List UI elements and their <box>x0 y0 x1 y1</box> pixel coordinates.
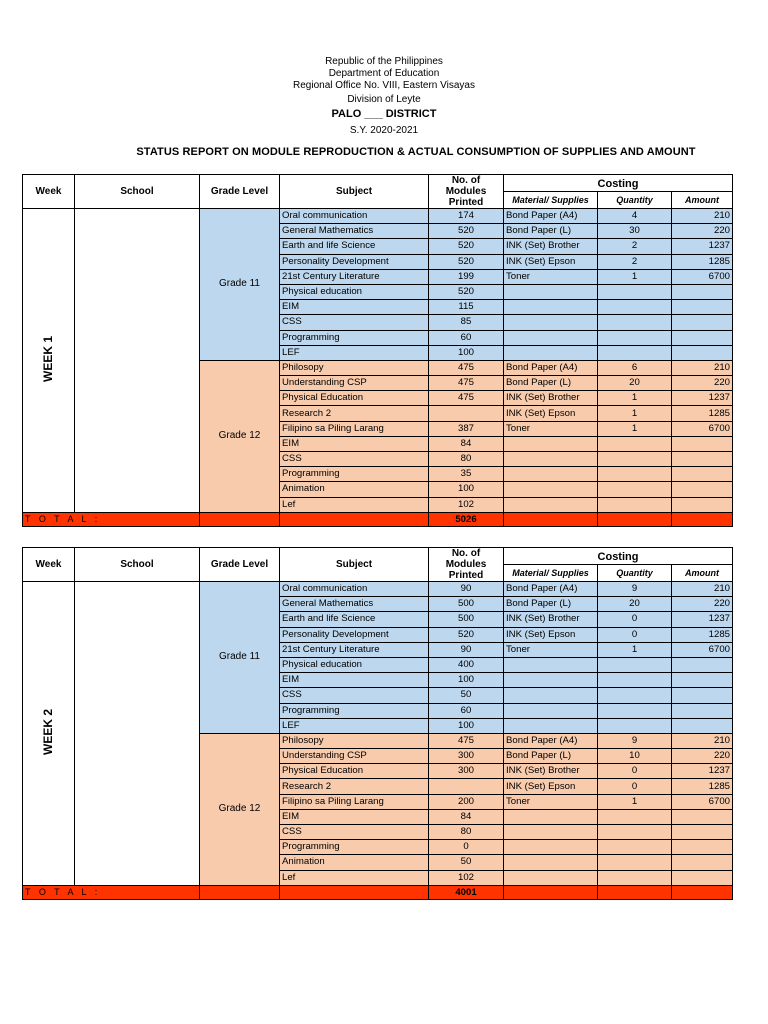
amount-cell <box>672 825 733 840</box>
quantity-cell: 9 <box>598 582 672 597</box>
col-school: School <box>75 548 200 582</box>
amount-cell: 6700 <box>672 642 733 657</box>
amount-cell: 220 <box>672 376 733 391</box>
header-region: Regional Office No. VIII, Eastern Visayas <box>293 80 475 91</box>
header-deped: Department of Education <box>328 68 440 79</box>
quantity-cell: 1 <box>598 406 672 421</box>
subject-cell: EIM <box>280 809 429 824</box>
amount-cell <box>672 809 733 824</box>
material-cell: Bond Paper (L) <box>504 376 598 391</box>
total-label: T O T A L : <box>23 512 200 526</box>
modules-cell: 200 <box>429 794 504 809</box>
material-cell: Bond Paper (L) <box>504 749 598 764</box>
material-cell <box>504 315 598 330</box>
amount-cell <box>672 436 733 451</box>
modules-cell: 80 <box>429 452 504 467</box>
subject-cell: Understanding CSP <box>280 376 429 391</box>
modules-cell: 50 <box>429 855 504 870</box>
quantity-cell <box>598 688 672 703</box>
modules-cell: 387 <box>429 421 504 436</box>
col-material: Material/ Supplies <box>504 192 598 209</box>
total-empty-cell <box>672 885 733 899</box>
subject-cell: Earth and life Science <box>280 239 429 254</box>
header-republic: Republic of the Philippines <box>325 56 443 67</box>
quantity-cell: 10 <box>598 749 672 764</box>
quantity-cell <box>598 452 672 467</box>
header-division: Division of Leyte <box>347 94 421 105</box>
subject-cell: Lef <box>280 497 429 512</box>
subject-cell: Physical education <box>280 284 429 299</box>
amount-cell: 210 <box>672 733 733 748</box>
material-cell: INK (Set) Epson <box>504 254 598 269</box>
quantity-cell: 0 <box>598 627 672 642</box>
total-empty-cell <box>200 512 280 526</box>
week-label: WEEK 2 <box>41 709 56 756</box>
modules-cell: 90 <box>429 642 504 657</box>
total-empty-cell <box>280 512 429 526</box>
modules-cell <box>429 779 504 794</box>
amount-cell <box>672 718 733 733</box>
amount-cell <box>672 673 733 688</box>
amount-cell: 1237 <box>672 612 733 627</box>
amount-cell: 6700 <box>672 794 733 809</box>
quantity-cell: 6 <box>598 360 672 375</box>
modules-cell: 102 <box>429 497 504 512</box>
subject-cell: LEF <box>280 718 429 733</box>
total-label: T O T A L : <box>23 885 200 899</box>
total-row <box>23 512 733 526</box>
amount-cell: 210 <box>672 360 733 375</box>
modules-cell: 84 <box>429 436 504 451</box>
modules-cell: 90 <box>429 582 504 597</box>
amount-cell: 1237 <box>672 239 733 254</box>
subject-cell: Earth and life Science <box>280 612 429 627</box>
amount-cell <box>672 855 733 870</box>
amount-cell <box>672 315 733 330</box>
col-modules-printed: No. of Modules Printed <box>429 175 504 209</box>
total-modules: 5026 <box>429 512 504 526</box>
subject-cell: Philosopy <box>280 360 429 375</box>
modules-cell: 500 <box>429 612 504 627</box>
amount-cell: 210 <box>672 209 733 224</box>
amount-cell <box>672 467 733 482</box>
subject-cell: Programming <box>280 330 429 345</box>
modules-cell: 100 <box>429 482 504 497</box>
material-cell <box>504 467 598 482</box>
subject-cell: CSS <box>280 315 429 330</box>
quantity-cell: 0 <box>598 779 672 794</box>
subject-cell: CSS <box>280 452 429 467</box>
amount-cell <box>672 688 733 703</box>
subject-cell: Philosopy <box>280 733 429 748</box>
quantity-cell <box>598 855 672 870</box>
week-cell <box>23 582 75 886</box>
table-row <box>23 209 733 224</box>
modules-cell: 100 <box>429 673 504 688</box>
amount-cell <box>672 497 733 512</box>
material-cell <box>504 452 598 467</box>
material-cell <box>504 330 598 345</box>
quantity-cell <box>598 330 672 345</box>
modules-cell: 400 <box>429 657 504 672</box>
modules-cell: 520 <box>429 224 504 239</box>
subject-cell: Research 2 <box>280 779 429 794</box>
subject-cell: Programming <box>280 703 429 718</box>
modules-cell: 520 <box>429 284 504 299</box>
quantity-cell <box>598 840 672 855</box>
material-cell: INK (Set) Brother <box>504 391 598 406</box>
material-cell: Bond Paper (L) <box>504 224 598 239</box>
material-cell: Bond Paper (A4) <box>504 582 598 597</box>
quantity-cell: 30 <box>598 224 672 239</box>
quantity-cell: 20 <box>598 597 672 612</box>
subject-cell: CSS <box>280 688 429 703</box>
subject-cell: General Mathematics <box>280 597 429 612</box>
total-empty-cell <box>504 512 598 526</box>
modules-cell: 475 <box>429 733 504 748</box>
material-cell <box>504 840 598 855</box>
subject-cell: Filipino sa Piling Larang <box>280 794 429 809</box>
subject-cell: Physical Education <box>280 391 429 406</box>
material-cell <box>504 870 598 885</box>
modules-cell: 475 <box>429 360 504 375</box>
modules-cell <box>429 406 504 421</box>
subject-cell: EIM <box>280 673 429 688</box>
modules-cell: 0 <box>429 840 504 855</box>
modules-cell: 520 <box>429 239 504 254</box>
subject-cell: CSS <box>280 825 429 840</box>
subject-cell: 21st Century Literature <box>280 269 429 284</box>
grade-level-cell: Grade 12 <box>200 733 280 885</box>
total-empty-cell <box>504 885 598 899</box>
col-subject: Subject <box>280 548 429 582</box>
modules-cell: 520 <box>429 627 504 642</box>
quantity-cell: 9 <box>598 733 672 748</box>
quantity-cell <box>598 718 672 733</box>
quantity-cell <box>598 673 672 688</box>
quantity-cell <box>598 497 672 512</box>
total-empty-cell <box>280 885 429 899</box>
subject-cell: Programming <box>280 840 429 855</box>
subject-cell: Physical Education <box>280 764 429 779</box>
col-modules-printed: No. of Modules Printed <box>429 548 504 582</box>
material-cell <box>504 855 598 870</box>
amount-cell: 1285 <box>672 627 733 642</box>
material-cell <box>504 703 598 718</box>
subject-cell: 21st Century Literature <box>280 642 429 657</box>
col-quantity: Quantity <box>598 565 672 582</box>
quantity-cell: 4 <box>598 209 672 224</box>
total-modules: 4001 <box>429 885 504 899</box>
col-week: Week <box>23 548 75 582</box>
modules-cell: 500 <box>429 597 504 612</box>
col-week: Week <box>23 175 75 209</box>
total-row <box>23 885 733 899</box>
quantity-cell <box>598 315 672 330</box>
col-quantity: Quantity <box>598 192 672 209</box>
report-title: STATUS REPORT ON MODULE REPRODUCTION & ACTUAL CONSUMPTION OF SUPPLIES AND AMOUNT <box>136 146 696 158</box>
header-row <box>23 175 733 192</box>
modules-cell: 300 <box>429 749 504 764</box>
material-cell <box>504 825 598 840</box>
subject-cell: General Mathematics <box>280 224 429 239</box>
col-school: School <box>75 175 200 209</box>
modules-cell: 100 <box>429 718 504 733</box>
modules-cell: 50 <box>429 688 504 703</box>
material-cell <box>504 688 598 703</box>
quantity-cell: 1 <box>598 642 672 657</box>
material-cell: Bond Paper (L) <box>504 597 598 612</box>
amount-cell: 6700 <box>672 269 733 284</box>
material-cell <box>504 809 598 824</box>
table-row <box>23 582 733 597</box>
subject-cell: Personality Development <box>280 254 429 269</box>
subject-cell: Personality Development <box>280 627 429 642</box>
modules-cell: 115 <box>429 300 504 315</box>
subject-cell: Filipino sa Piling Larang <box>280 421 429 436</box>
report-table-week-2 <box>22 547 733 900</box>
subject-cell: LEF <box>280 345 429 360</box>
material-cell: Bond Paper (A4) <box>504 209 598 224</box>
col-amount: Amount <box>672 192 733 209</box>
col-grade-level: Grade Level <box>200 175 280 209</box>
subject-cell: Animation <box>280 482 429 497</box>
amount-cell <box>672 345 733 360</box>
quantity-cell: 1 <box>598 421 672 436</box>
subject-cell: Oral communication <box>280 209 429 224</box>
quantity-cell <box>598 809 672 824</box>
quantity-cell: 2 <box>598 239 672 254</box>
amount-cell <box>672 657 733 672</box>
material-cell: Toner <box>504 642 598 657</box>
material-cell: INK (Set) Epson <box>504 627 598 642</box>
modules-cell: 475 <box>429 391 504 406</box>
material-cell <box>504 436 598 451</box>
col-costing: Costing <box>504 175 733 192</box>
subject-cell: Programming <box>280 467 429 482</box>
amount-cell <box>672 452 733 467</box>
header-district: PALO ___ DISTRICT <box>331 108 437 120</box>
amount-cell <box>672 330 733 345</box>
amount-cell <box>672 703 733 718</box>
amount-cell: 220 <box>672 597 733 612</box>
modules-cell: 199 <box>429 269 504 284</box>
amount-cell: 1285 <box>672 254 733 269</box>
modules-cell: 475 <box>429 376 504 391</box>
col-costing: Costing <box>504 548 733 565</box>
quantity-cell <box>598 436 672 451</box>
material-cell <box>504 300 598 315</box>
material-cell <box>504 657 598 672</box>
modules-cell: 85 <box>429 315 504 330</box>
quantity-cell: 0 <box>598 612 672 627</box>
material-cell: Toner <box>504 794 598 809</box>
total-empty-cell <box>598 512 672 526</box>
material-cell <box>504 345 598 360</box>
material-cell: INK (Set) Epson <box>504 779 598 794</box>
amount-cell: 220 <box>672 224 733 239</box>
material-cell: INK (Set) Brother <box>504 764 598 779</box>
amount-cell: 1285 <box>672 406 733 421</box>
modules-cell: 102 <box>429 870 504 885</box>
modules-cell: 100 <box>429 345 504 360</box>
material-cell: Toner <box>504 269 598 284</box>
quantity-cell <box>598 825 672 840</box>
quantity-cell <box>598 284 672 299</box>
header-row <box>23 548 733 565</box>
amount-cell: 1237 <box>672 391 733 406</box>
grade-level-cell: Grade 11 <box>200 582 280 734</box>
quantity-cell <box>598 657 672 672</box>
quantity-cell: 1 <box>598 794 672 809</box>
grade-level-cell: Grade 11 <box>200 209 280 361</box>
quantity-cell: 1 <box>598 391 672 406</box>
quantity-cell <box>598 870 672 885</box>
quantity-cell: 1 <box>598 269 672 284</box>
subject-cell: Research 2 <box>280 406 429 421</box>
quantity-cell <box>598 703 672 718</box>
material-cell: Toner <box>504 421 598 436</box>
material-cell <box>504 284 598 299</box>
amount-cell <box>672 840 733 855</box>
header-school-year: S.Y. 2020-2021 <box>349 125 419 136</box>
subject-cell: EIM <box>280 300 429 315</box>
material-cell: Bond Paper (A4) <box>504 360 598 375</box>
grade-level-cell: Grade 12 <box>200 360 280 512</box>
material-cell <box>504 497 598 512</box>
amount-cell: 1237 <box>672 764 733 779</box>
report-table-week-1 <box>22 174 733 527</box>
week-cell <box>23 209 75 513</box>
material-cell: INK (Set) Brother <box>504 239 598 254</box>
quantity-cell <box>598 345 672 360</box>
school-cell <box>75 582 200 886</box>
subject-cell: Physical education <box>280 657 429 672</box>
subject-cell: Oral communication <box>280 582 429 597</box>
quantity-cell: 20 <box>598 376 672 391</box>
amount-cell <box>672 284 733 299</box>
subject-cell: Animation <box>280 855 429 870</box>
col-grade-level: Grade Level <box>200 548 280 582</box>
material-cell: INK (Set) Epson <box>504 406 598 421</box>
quantity-cell: 2 <box>598 254 672 269</box>
modules-cell: 60 <box>429 703 504 718</box>
quantity-cell <box>598 300 672 315</box>
material-cell <box>504 673 598 688</box>
amount-cell: 220 <box>672 749 733 764</box>
amount-cell <box>672 300 733 315</box>
amount-cell: 6700 <box>672 421 733 436</box>
total-empty-cell <box>200 885 280 899</box>
modules-cell: 60 <box>429 330 504 345</box>
col-subject: Subject <box>280 175 429 209</box>
quantity-cell: 0 <box>598 764 672 779</box>
subject-cell: EIM <box>280 436 429 451</box>
modules-cell: 80 <box>429 825 504 840</box>
subject-cell: Lef <box>280 870 429 885</box>
school-cell <box>75 209 200 513</box>
material-cell: INK (Set) Brother <box>504 612 598 627</box>
total-empty-cell <box>598 885 672 899</box>
week-label: WEEK 1 <box>41 336 56 383</box>
quantity-cell <box>598 482 672 497</box>
total-empty-cell <box>672 512 733 526</box>
col-amount: Amount <box>672 565 733 582</box>
quantity-cell <box>598 467 672 482</box>
modules-cell: 300 <box>429 764 504 779</box>
modules-cell: 35 <box>429 467 504 482</box>
material-cell <box>504 482 598 497</box>
amount-cell: 210 <box>672 582 733 597</box>
amount-cell <box>672 482 733 497</box>
material-cell: Bond Paper (A4) <box>504 733 598 748</box>
subject-cell: Understanding CSP <box>280 749 429 764</box>
col-material: Material/ Supplies <box>504 565 598 582</box>
amount-cell <box>672 870 733 885</box>
modules-cell: 84 <box>429 809 504 824</box>
modules-cell: 174 <box>429 209 504 224</box>
amount-cell: 1285 <box>672 779 733 794</box>
modules-cell: 520 <box>429 254 504 269</box>
material-cell <box>504 718 598 733</box>
